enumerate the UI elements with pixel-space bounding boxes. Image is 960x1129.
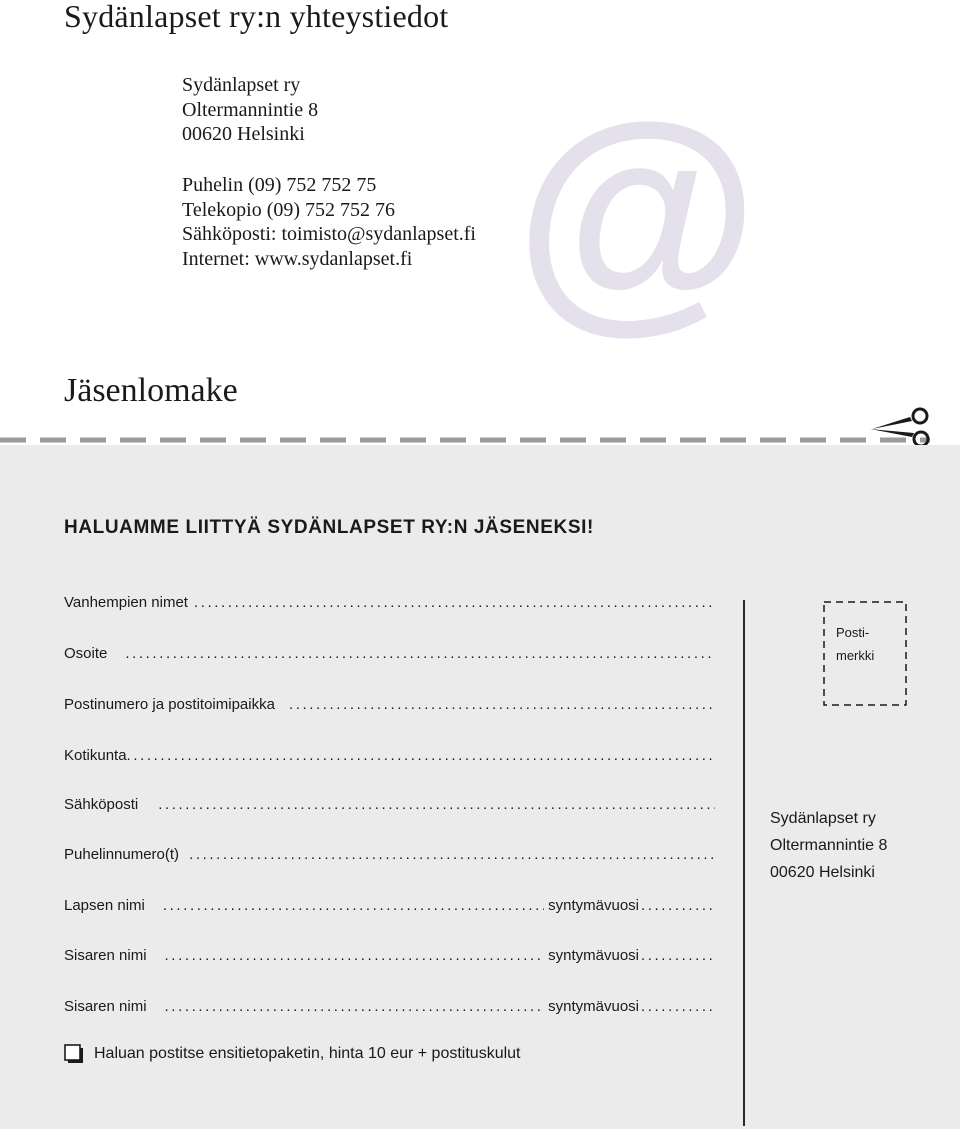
fill-line [289, 696, 715, 713]
form-title: HALUAMME LIITTYÄ SYDÄNLAPSET RY:N JÄSENEKSI! [64, 517, 594, 538]
scissors-icon [868, 407, 932, 447]
stamp-line-2: merkki [836, 648, 875, 663]
recipient-line-city: 00620 Helsinki [770, 864, 875, 881]
field-label: Sisaren nimi [64, 947, 147, 964]
form-divider [743, 600, 745, 1126]
child-name-field[interactable] [64, 897, 715, 917]
postal-code-field[interactable] [64, 696, 715, 716]
page-title: Sydänlapset ry:n yhteystiedot [64, 0, 449, 34]
recipient-line-street: Oltermannintie 8 [770, 837, 888, 854]
fill-line [158, 796, 715, 813]
field-label: Kotikunta [64, 747, 127, 764]
fill-line [165, 998, 545, 1015]
phone-field[interactable] [64, 846, 715, 866]
birth-year-label: syntymävuosi [548, 947, 639, 964]
contact-address [182, 73, 318, 147]
address-line-name: Sydänlapset ry [182, 74, 301, 96]
info-package-option[interactable] [64, 1044, 521, 1064]
field-label: Puhelinnumero(t) [64, 846, 180, 863]
fill-line [194, 594, 715, 611]
internet-line: Internet: www.sydanlapset.fi [182, 247, 413, 270]
birth-year-fill-line [641, 897, 715, 914]
email-field[interactable] [64, 796, 715, 816]
field-label: Sisaren nimi [64, 998, 147, 1015]
birth-year-fill-line [641, 998, 715, 1015]
sibling-name-field-1[interactable] [64, 947, 715, 967]
field-label: Postinumero ja postitoimipaikka [64, 696, 275, 713]
fax-line: Telekopio (09) 752 752 76 [182, 198, 396, 221]
phone-line: Puhelin (09) 752 752 75 [182, 174, 377, 196]
form-heading: Jäsenlomake [64, 372, 238, 409]
municipality-field[interactable] [64, 747, 715, 767]
birth-year-label: syntymävuosi [548, 897, 639, 914]
address-field[interactable] [64, 645, 715, 665]
fill-line [125, 645, 715, 662]
cut-line [0, 437, 930, 443]
field-label: Vanhempien nimet [64, 594, 188, 611]
stamp-label [836, 621, 874, 667]
at-sign-icon: @ [515, 73, 759, 352]
field-label: Osoite [64, 645, 108, 662]
birth-year-label: syntymävuosi [548, 998, 639, 1015]
fill-line [165, 947, 545, 964]
field-label: Sähköposti [64, 796, 139, 813]
contact-communications [182, 173, 476, 271]
checkbox-icon[interactable] [64, 1044, 84, 1064]
stamp-line-1: Posti- [836, 625, 870, 640]
birth-year-fill-line [641, 947, 715, 964]
fill-line [127, 747, 715, 764]
recipient-line-name: Sydänlapset ry [770, 810, 876, 827]
field-label: Lapsen nimi [64, 897, 145, 914]
fill-line [163, 897, 544, 914]
email-line: Sähköposti: toimisto@sydanlapset.fi [182, 223, 476, 245]
sibling-name-field-2[interactable] [64, 998, 715, 1018]
recipient-address [770, 805, 887, 886]
checkbox-label: Haluan postitse ensitietopaketin, hinta 10 eur + postituskulut [94, 1045, 521, 1062]
fill-line [189, 846, 715, 863]
membership-form-area [0, 445, 960, 1129]
address-line-city: 00620 Helsinki [182, 123, 305, 145]
parents-names-field[interactable] [64, 594, 715, 614]
address-line-street: Oltermannintie 8 [182, 98, 319, 121]
